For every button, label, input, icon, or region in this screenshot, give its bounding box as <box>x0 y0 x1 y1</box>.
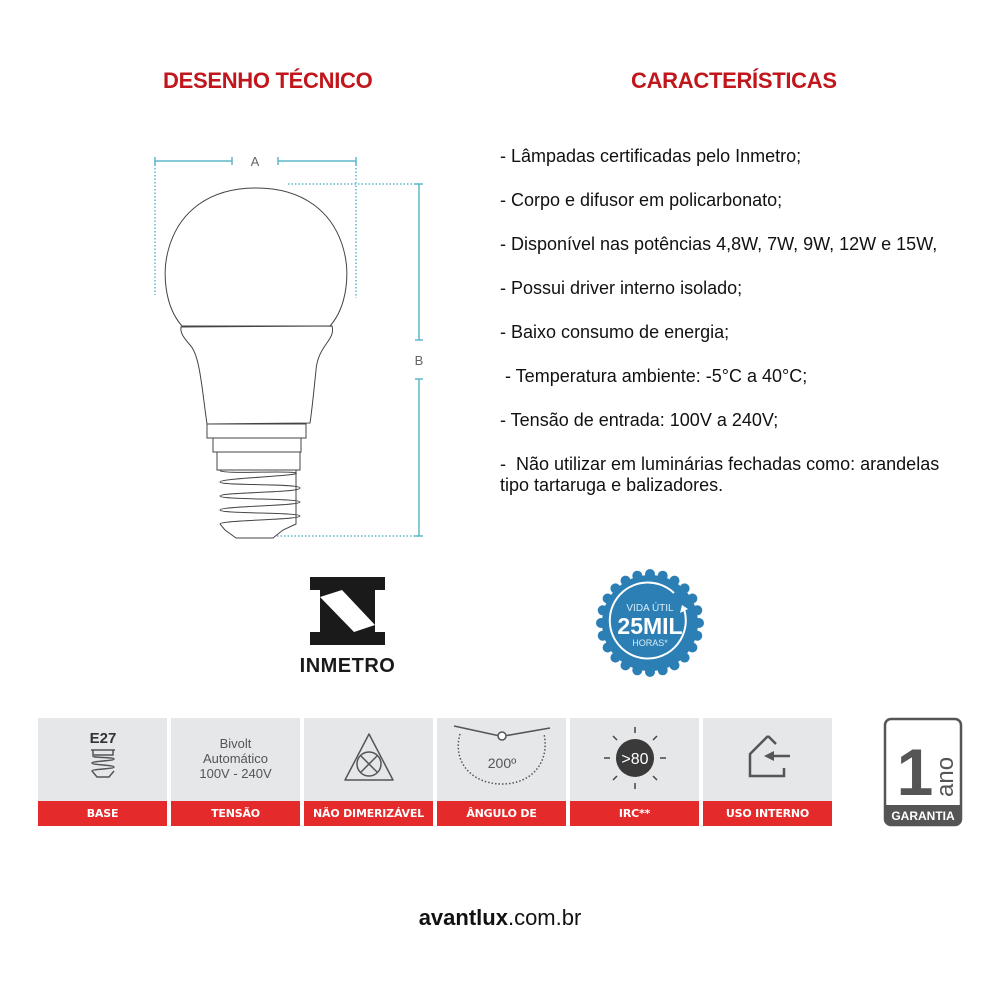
beam-angle-icon <box>442 722 562 794</box>
feature-item: - Possui driver interno isolado; <box>500 278 743 298</box>
spec-label: ÂNGULO DE ABERTURA <box>437 801 566 826</box>
voltage-text: Bivolt Automático 100V - 240V <box>199 735 272 781</box>
inmetro-logo-text: INMETRO <box>299 655 396 677</box>
badge-line1: VIDA ÚTIL <box>626 603 674 614</box>
website-footer[interactable] <box>0 905 1000 931</box>
badge-line3: HORAS* <box>632 638 668 648</box>
feature-item: - Corpo e difusor em policarbonato; <box>500 190 783 210</box>
spec-label: BASE <box>38 801 167 826</box>
dimension-a-label: A <box>250 154 260 169</box>
brand-name: avantlux <box>418 905 508 930</box>
spec-label: TENSÃO <box>171 801 300 826</box>
feature-item: - Temperatura ambiente: -5°C a 40°C; <box>500 366 808 386</box>
warranty-unit: ano <box>932 756 959 797</box>
technical-drawing-heading: DESENHO TÉCNICO <box>163 68 373 93</box>
spec-label: IRC** <box>570 801 699 826</box>
spec-beam-angle <box>437 718 566 845</box>
feature-item: - Não utilizar em luminárias fechadas como: arandelas tipo tartaruga e balizadores. <box>500 454 945 495</box>
badge-line2: 25MIL <box>617 613 683 639</box>
characteristics-heading: CARACTERÍSTICAS <box>631 68 837 93</box>
spec-label: USO INTERNO <box>703 801 832 826</box>
feature-item: - Disponível nas potências 4,8W, 7W, 9W, 12W e 15W, <box>500 234 938 254</box>
dimension-b-label: B <box>414 353 424 368</box>
spec-tension <box>171 718 300 826</box>
spec-no-dimmer <box>304 718 433 826</box>
feature-item: - Baixo consumo de energia; <box>500 322 730 342</box>
bulb-technical-drawing <box>140 140 440 550</box>
lifespan-badge-icon <box>596 569 704 677</box>
spec-label: NÃO DIMERIZÁVEL <box>304 801 433 826</box>
warranty-badge-icon <box>883 717 963 827</box>
feature-item: - Lâmpadas certificadas pelo Inmetro; <box>500 146 802 166</box>
svg-text:E27: E27 <box>89 730 116 747</box>
specs-row <box>38 718 832 845</box>
warranty-number: 1 <box>896 735 934 809</box>
features-list <box>500 146 960 519</box>
spec-irc <box>570 718 699 826</box>
svg-text:200º: 200º <box>487 755 516 771</box>
no-dimmer-icon <box>339 728 399 788</box>
warranty-label: GARANTIA <box>891 809 955 823</box>
brand-domain: .com.br <box>507 905 582 930</box>
irc-sun-icon <box>600 723 670 793</box>
svg-text:>80: >80 <box>620 751 649 768</box>
e27-socket-icon <box>73 723 133 793</box>
spec-base <box>38 718 167 826</box>
spec-indoor <box>703 718 832 826</box>
indoor-use-icon <box>738 728 798 788</box>
feature-item: - Tensão de entrada: 100V a 240V; <box>500 410 779 430</box>
